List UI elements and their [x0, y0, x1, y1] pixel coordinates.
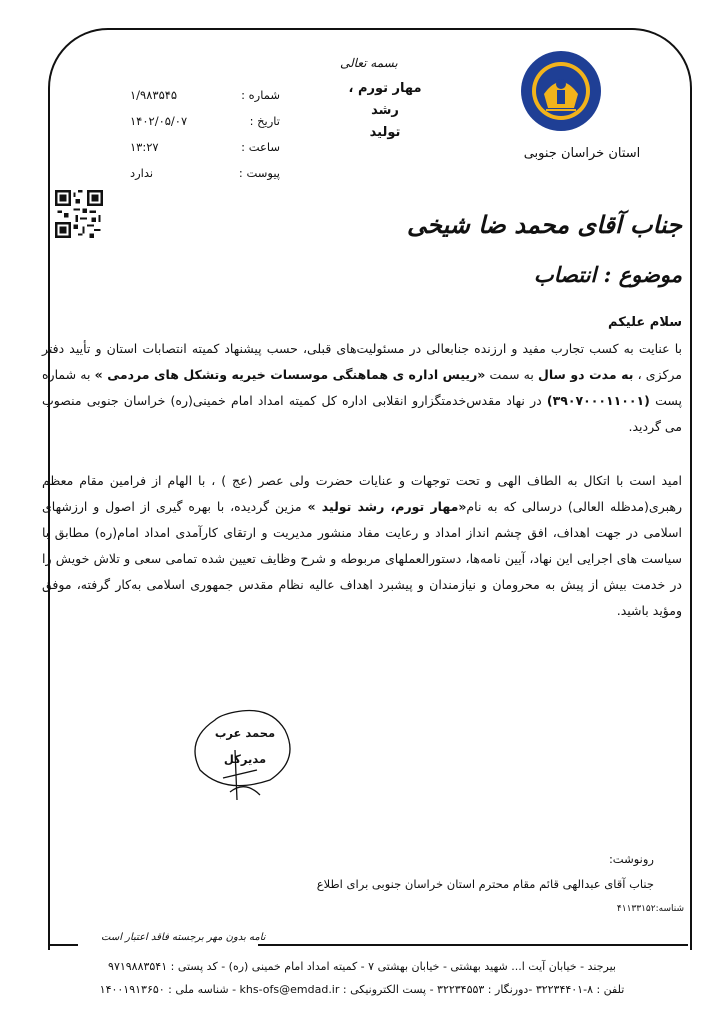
letter-border-bottom	[48, 944, 688, 946]
footer-contacts: تلفن : ۸-۳۲۲۳۴۴۰۱ -دورنگار : ۳۲۲۳۴۵۵۳ - پست الکترونیکی : khs-ofs@emdad.ir - شناسه ملی : ۱۴۰۰۱۹۱۳۶۵۰	[99, 983, 625, 996]
stamp-line-1: مهار تورم ، رشد	[348, 81, 422, 118]
number-value: ۱/۹۸۳۵۴۵	[130, 88, 178, 102]
date-value: ۱۴۰۲/۰۵/۰۷	[130, 114, 188, 128]
organization-caption: استان خراسان جنوبی	[523, 146, 641, 161]
meta-time	[130, 134, 280, 160]
meta-attachment	[130, 160, 280, 186]
body-paragraph-2: امید است با اتکال به الطاف الهی و تحت توجهات و عنایات حضرت ولی عصر (عج ) ، با الهام از فرامین مقام معظم رهبری(مدظله العالی) درسالی که به نام«مهار تورم، رشد تولید » مزین گردیده، با بهره گیری از اصول و ارزشهای اسلامی در جهت اهداف، افق چشم انداز امداد و رعایت مفاد منشور مدیریت و ارتقای کارآمدی امداد امام(ره) مطابق با سیاست های اجرایی این نهاد، آیین نامه‌ها، دستورالعملهای مربوطه و شرح وظایف تعیین شده تمامی سعی و تلاش خویش را در خدمت بیش از پیش به محرومان و نیازمندان و پیشبرد اهداف عالیه نظام مقدس جمهوری اسلامی به‌کار گرفته، موفق ومؤید باشید.	[42, 473, 682, 618]
time-value: ۱۳:۲۷	[130, 140, 159, 154]
time-label: ساعت :	[241, 140, 280, 154]
number-label: شماره :	[241, 88, 280, 102]
meta-number	[130, 82, 280, 108]
signer-title: مدیرکل	[223, 752, 267, 766]
cc-recipient: جناب آقای عبدالهی قائم مقام محترم استان خراسان جنوبی برای اطلاع	[316, 877, 654, 891]
body-paragraph-1: با عنایت به کسب تجارب مفید و ارزنده جنابعالی در مسئولیت‌های قبلی، حسب پیشنهاد کمیته انتصابات استان و تأیید دفتر مرکزی ، به مدت دو سال به سمت «رییس اداره ی هماهنگی موسسات خیریه وتشکل های مردمی » به شماره پست (۳۹۰۷۰۰۰۱۱۰۰۱) در نهاد مقدس‌خدمتگزارو انقلابی اداره کل کمیته امداد امام خمینی(ره) خراسان جنوبی منصوب می گردید.	[42, 341, 683, 434]
validity-note: نامه بدون مهر برجسته فاقد اعتبار است	[95, 932, 272, 943]
organization-logo	[520, 50, 602, 132]
subject-line: موضوع : انتصاب	[533, 262, 682, 287]
footer-address: بیرجند - خیابان آیت ا... شهید بهشتی - خیابان بهشتی ۷ - کمیته امداد امام خمینی (ره) - کد پستی : ۹۷۱۹۸۸۳۵۴۱	[108, 960, 616, 973]
qr-code	[55, 190, 103, 238]
attachment-value: ندارد	[130, 166, 154, 180]
bismillah: بسمه تعالی	[340, 56, 398, 70]
cc-title: رونوشت:	[608, 852, 654, 866]
recipient-heading: جناب آقای محمد ضا شیخی	[406, 210, 682, 239]
meta-date	[130, 108, 280, 134]
greeting: سلام علیکم	[608, 315, 682, 330]
attachment-label: پیوست :	[238, 166, 280, 180]
stamp-line-2: تولید	[369, 125, 401, 140]
date-label: تاریخ :	[249, 114, 280, 128]
document-code: شناسه:۴۱۱۳۳۱۵۲	[616, 904, 684, 914]
year-slogan-stamp	[335, 78, 435, 144]
letter-meta	[130, 82, 280, 186]
signer-name: محمد عرب	[214, 726, 276, 740]
